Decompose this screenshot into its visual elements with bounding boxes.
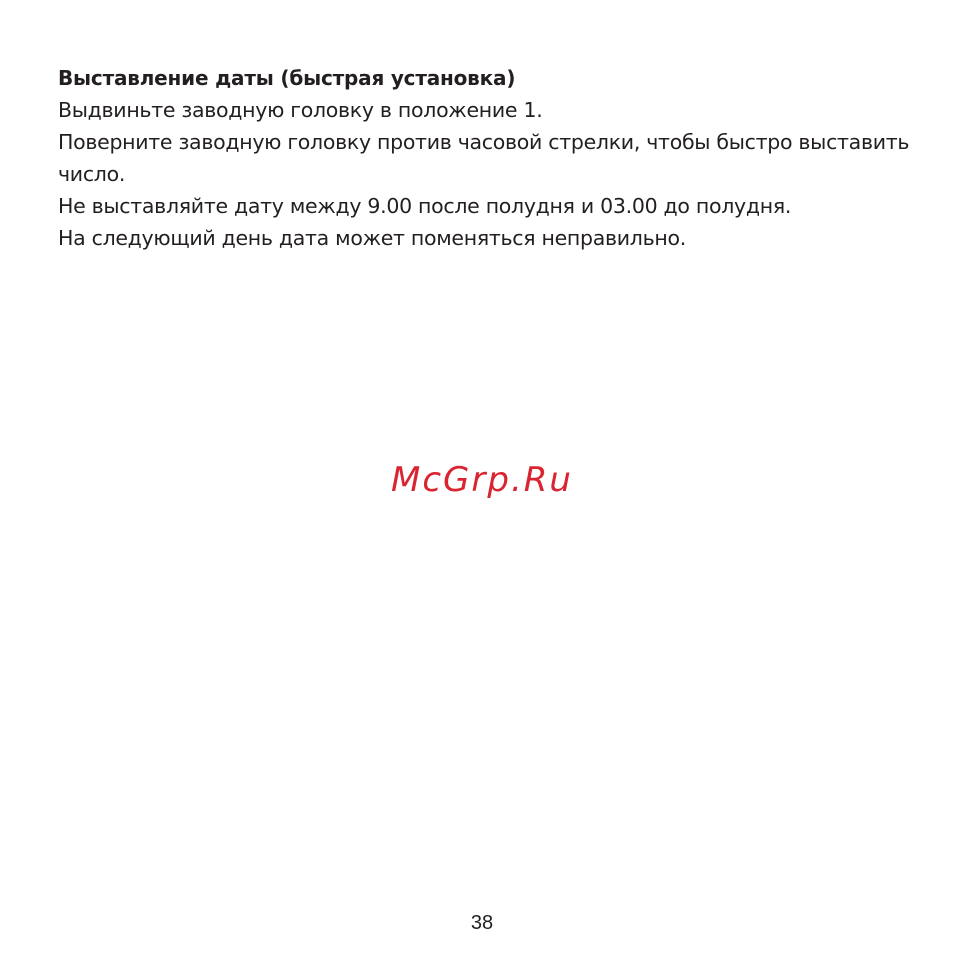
section-heading: Выставление даты (быстрая установка) bbox=[58, 66, 516, 90]
paragraph-warning: Не выставляйте дату между 9.00 после полудня и 03.00 до полудня. bbox=[58, 194, 792, 218]
paragraph-step-2: Поверните заводную головку против часовой стрелки, чтобы быстро выставить число. bbox=[58, 130, 910, 186]
watermark-logo: McGrp.Ru bbox=[391, 460, 573, 500]
page-number: 38 bbox=[470, 912, 494, 934]
paragraph-note: На следующий день дата может поменяться неправильно. bbox=[58, 226, 686, 250]
page-content bbox=[58, 62, 938, 254]
paragraph-step-1: Выдвиньте заводную головку в положение 1. bbox=[58, 98, 543, 122]
